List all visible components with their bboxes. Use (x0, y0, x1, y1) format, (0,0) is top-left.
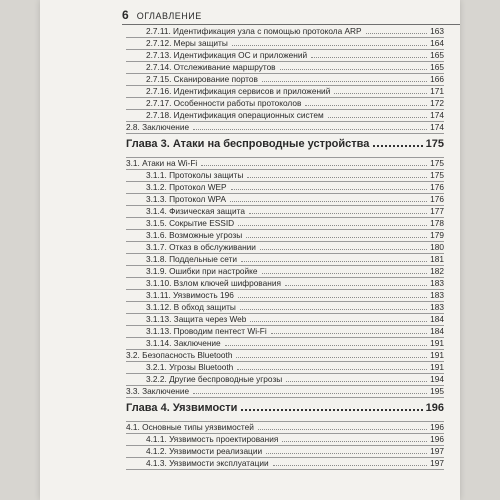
toc-entry-label: 3.2.1. Угрозы Bluetooth (146, 362, 234, 372)
toc-entry-label: 2.8. Заключение (126, 122, 190, 132)
toc-entry-page: 172 (430, 98, 444, 108)
running-header (122, 4, 460, 25)
dot-leader (286, 381, 427, 382)
toc-entry-label: 3.1.6. Возможные угрозы (146, 230, 243, 240)
dot-leader (230, 201, 427, 202)
toc-entry-page: 183 (430, 302, 444, 312)
dot-leader (373, 145, 422, 147)
dot-leader (282, 441, 427, 442)
toc-entry-label: 2.7.14. Отслеживание маршрутов (146, 62, 276, 72)
toc-entry (126, 302, 444, 314)
toc-entry (126, 434, 444, 446)
dot-leader (262, 273, 428, 274)
dot-leader (193, 129, 427, 130)
toc-entry-page: 197 (430, 458, 444, 468)
toc-entry-label: 3.1.12. В обход защиты (146, 302, 236, 312)
toc-entry-label: 2.7.12. Меры защиты (146, 38, 228, 48)
toc-entry-label: 3.3. Заключение (126, 386, 190, 396)
toc-entry (126, 74, 444, 86)
toc-entry (126, 218, 444, 230)
toc-entry (126, 182, 444, 194)
toc-entry (126, 350, 444, 362)
toc-entry-page: 178 (430, 218, 444, 228)
toc-entry-page: 183 (430, 290, 444, 300)
toc-entry-page: 174 (430, 122, 444, 132)
toc-entry-page: 194 (430, 374, 444, 384)
dot-leader (240, 309, 427, 310)
toc-entry-label: 3.1.7. Отказ в обслуживании (146, 242, 256, 252)
dot-leader (241, 261, 427, 262)
toc-entry-page: 175 (425, 138, 444, 150)
toc-entry-label: 3.2.2. Другие беспроводные угрозы (146, 374, 283, 384)
dot-leader (225, 345, 427, 346)
toc-entry-page: 165 (430, 62, 444, 72)
page-number: 6 (122, 8, 129, 22)
dot-leader (249, 213, 427, 214)
toc-entry-label: 3.2. Безопасность Bluetooth (126, 350, 233, 360)
toc-entry-label: 3.1.14. Заключение (146, 338, 221, 348)
toc-entry-label: 3.1.2. Протокол WEP (146, 182, 227, 192)
dot-leader (366, 33, 428, 34)
toc-entry-label: 3.1. Атаки на Wi-Fi (126, 158, 198, 168)
toc-entry (126, 278, 444, 290)
book-page (40, 0, 460, 500)
toc-entry-label: 2.7.11. Идентификация узла с помощью протокола ARP (146, 26, 362, 36)
toc-chapter (126, 134, 444, 158)
dot-leader (238, 297, 427, 298)
toc-entry-label: 3.1.5. Сокрытие ESSID (146, 218, 235, 228)
dot-leader (328, 117, 427, 118)
toc-entry-label: 3.1.1. Протоколы защиты (146, 170, 244, 180)
toc-entry-page: 181 (430, 254, 444, 264)
toc-chapter (126, 398, 444, 422)
dot-leader (258, 429, 427, 430)
toc-entry-page: 171 (430, 86, 444, 96)
dot-leader (246, 237, 427, 238)
toc-entry (126, 422, 444, 434)
toc-entry-label: 3.1.10. Взлом ключей шифрования (146, 278, 281, 288)
toc-entry (126, 338, 444, 350)
toc-entry-label: 4.1.1. Уязвимость проектирования (146, 434, 279, 444)
table-of-contents (126, 26, 444, 470)
toc-entry-page: 180 (430, 242, 444, 252)
toc-entry-page: 195 (430, 386, 444, 396)
dot-leader (247, 177, 427, 178)
toc-entry-label: 2.7.16. Идентификация сервисов и приложений (146, 86, 331, 96)
dot-leader (305, 105, 427, 106)
toc-entry-label: 2.7.17. Особенности работы протоколов (146, 98, 302, 108)
toc-entry-page: 164 (430, 38, 444, 48)
toc-entry-page: 196 (425, 402, 444, 414)
toc-entry (126, 326, 444, 338)
dot-leader (241, 409, 422, 411)
dot-leader (237, 369, 427, 370)
toc-entry-page: 184 (430, 326, 444, 336)
toc-entry-page: 174 (430, 110, 444, 120)
dot-leader (273, 465, 428, 466)
toc-entry (126, 170, 444, 182)
dot-leader (193, 393, 427, 394)
toc-entry-label: 3.1.11. Уязвимость 196 (146, 290, 234, 300)
toc-entry-page: 191 (430, 362, 444, 372)
dot-leader (266, 453, 427, 454)
toc-entry-label: 3.1.13. Проводим пентест Wi-Fi (146, 326, 267, 336)
toc-entry (126, 110, 444, 122)
toc-entry-page: 175 (430, 158, 444, 168)
toc-entry-label: 2.7.15. Сканирование портов (146, 74, 258, 84)
running-title: ОГЛАВЛЕНИЕ (136, 11, 202, 21)
toc-entry-page: 166 (430, 74, 444, 84)
toc-entry-page: 179 (430, 230, 444, 240)
toc-entry (126, 242, 444, 254)
toc-entry-page: 183 (430, 278, 444, 288)
dot-leader (280, 69, 428, 70)
toc-entry (126, 50, 444, 62)
toc-entry (126, 386, 444, 398)
dot-leader (231, 189, 428, 190)
toc-entry-page: 197 (430, 446, 444, 456)
toc-entry-page: 196 (430, 422, 444, 432)
dot-leader (260, 249, 427, 250)
toc-entry (126, 266, 444, 278)
toc-entry-label: Глава 3. Атаки на беспроводные устройства (126, 138, 370, 150)
toc-entry-label: 4.1.3. Уязвимости эксплуатации (146, 458, 269, 468)
toc-entry (126, 26, 444, 38)
toc-entry (126, 122, 444, 134)
toc-entry (126, 362, 444, 374)
dot-leader (311, 57, 427, 58)
toc-entry (126, 158, 444, 170)
dot-leader (236, 357, 427, 358)
toc-entry-page: 177 (430, 206, 444, 216)
dot-leader (238, 225, 427, 226)
toc-entry-page: 182 (430, 266, 444, 276)
toc-entry-page: 184 (430, 314, 444, 324)
toc-entry (126, 230, 444, 242)
toc-entry (126, 194, 444, 206)
toc-entry-label: Глава 4. Уязвимости (126, 402, 238, 414)
toc-entry (126, 206, 444, 218)
toc-entry (126, 62, 444, 74)
toc-entry-page: 176 (430, 194, 444, 204)
toc-entry (126, 374, 444, 386)
dot-leader (201, 165, 427, 166)
dot-leader (232, 45, 427, 46)
toc-entry-label: 2.7.13. Идентификация ОС и приложений (146, 50, 308, 60)
toc-entry (126, 446, 444, 458)
toc-entry-page: 163 (430, 26, 444, 36)
toc-entry-label: 3.1.8. Поддельные сети (146, 254, 238, 264)
toc-entry-label: 3.1.9. Ошибки при настройке (146, 266, 258, 276)
toc-entry (126, 458, 444, 470)
toc-entry-page: 191 (430, 338, 444, 348)
toc-entry-page: 196 (430, 434, 444, 444)
toc-entry (126, 314, 444, 326)
dot-leader (271, 333, 427, 334)
toc-entry (126, 98, 444, 110)
dot-leader (262, 81, 427, 82)
dot-leader (285, 285, 427, 286)
toc-entry (126, 290, 444, 302)
toc-entry-label: 3.1.3. Протокол WPA (146, 194, 226, 204)
toc-entry-label: 4.1.2. Уязвимости реализации (146, 446, 263, 456)
toc-entry-page: 175 (430, 170, 444, 180)
toc-entry-page: 176 (430, 182, 444, 192)
toc-entry (126, 38, 444, 50)
toc-entry-page: 191 (430, 350, 444, 360)
toc-entry (126, 254, 444, 266)
toc-entry-label: 3.1.4. Физическая защита (146, 206, 245, 216)
dot-leader (334, 93, 427, 94)
toc-entry-label: 3.1.13. Защита через Web (146, 314, 247, 324)
toc-entry (126, 86, 444, 98)
toc-entry-page: 165 (430, 50, 444, 60)
toc-entry-label: 4.1. Основные типы уязвимостей (126, 422, 254, 432)
dot-leader (250, 321, 427, 322)
toc-entry-label: 2.7.18. Идентификация операционных систем (146, 110, 324, 120)
